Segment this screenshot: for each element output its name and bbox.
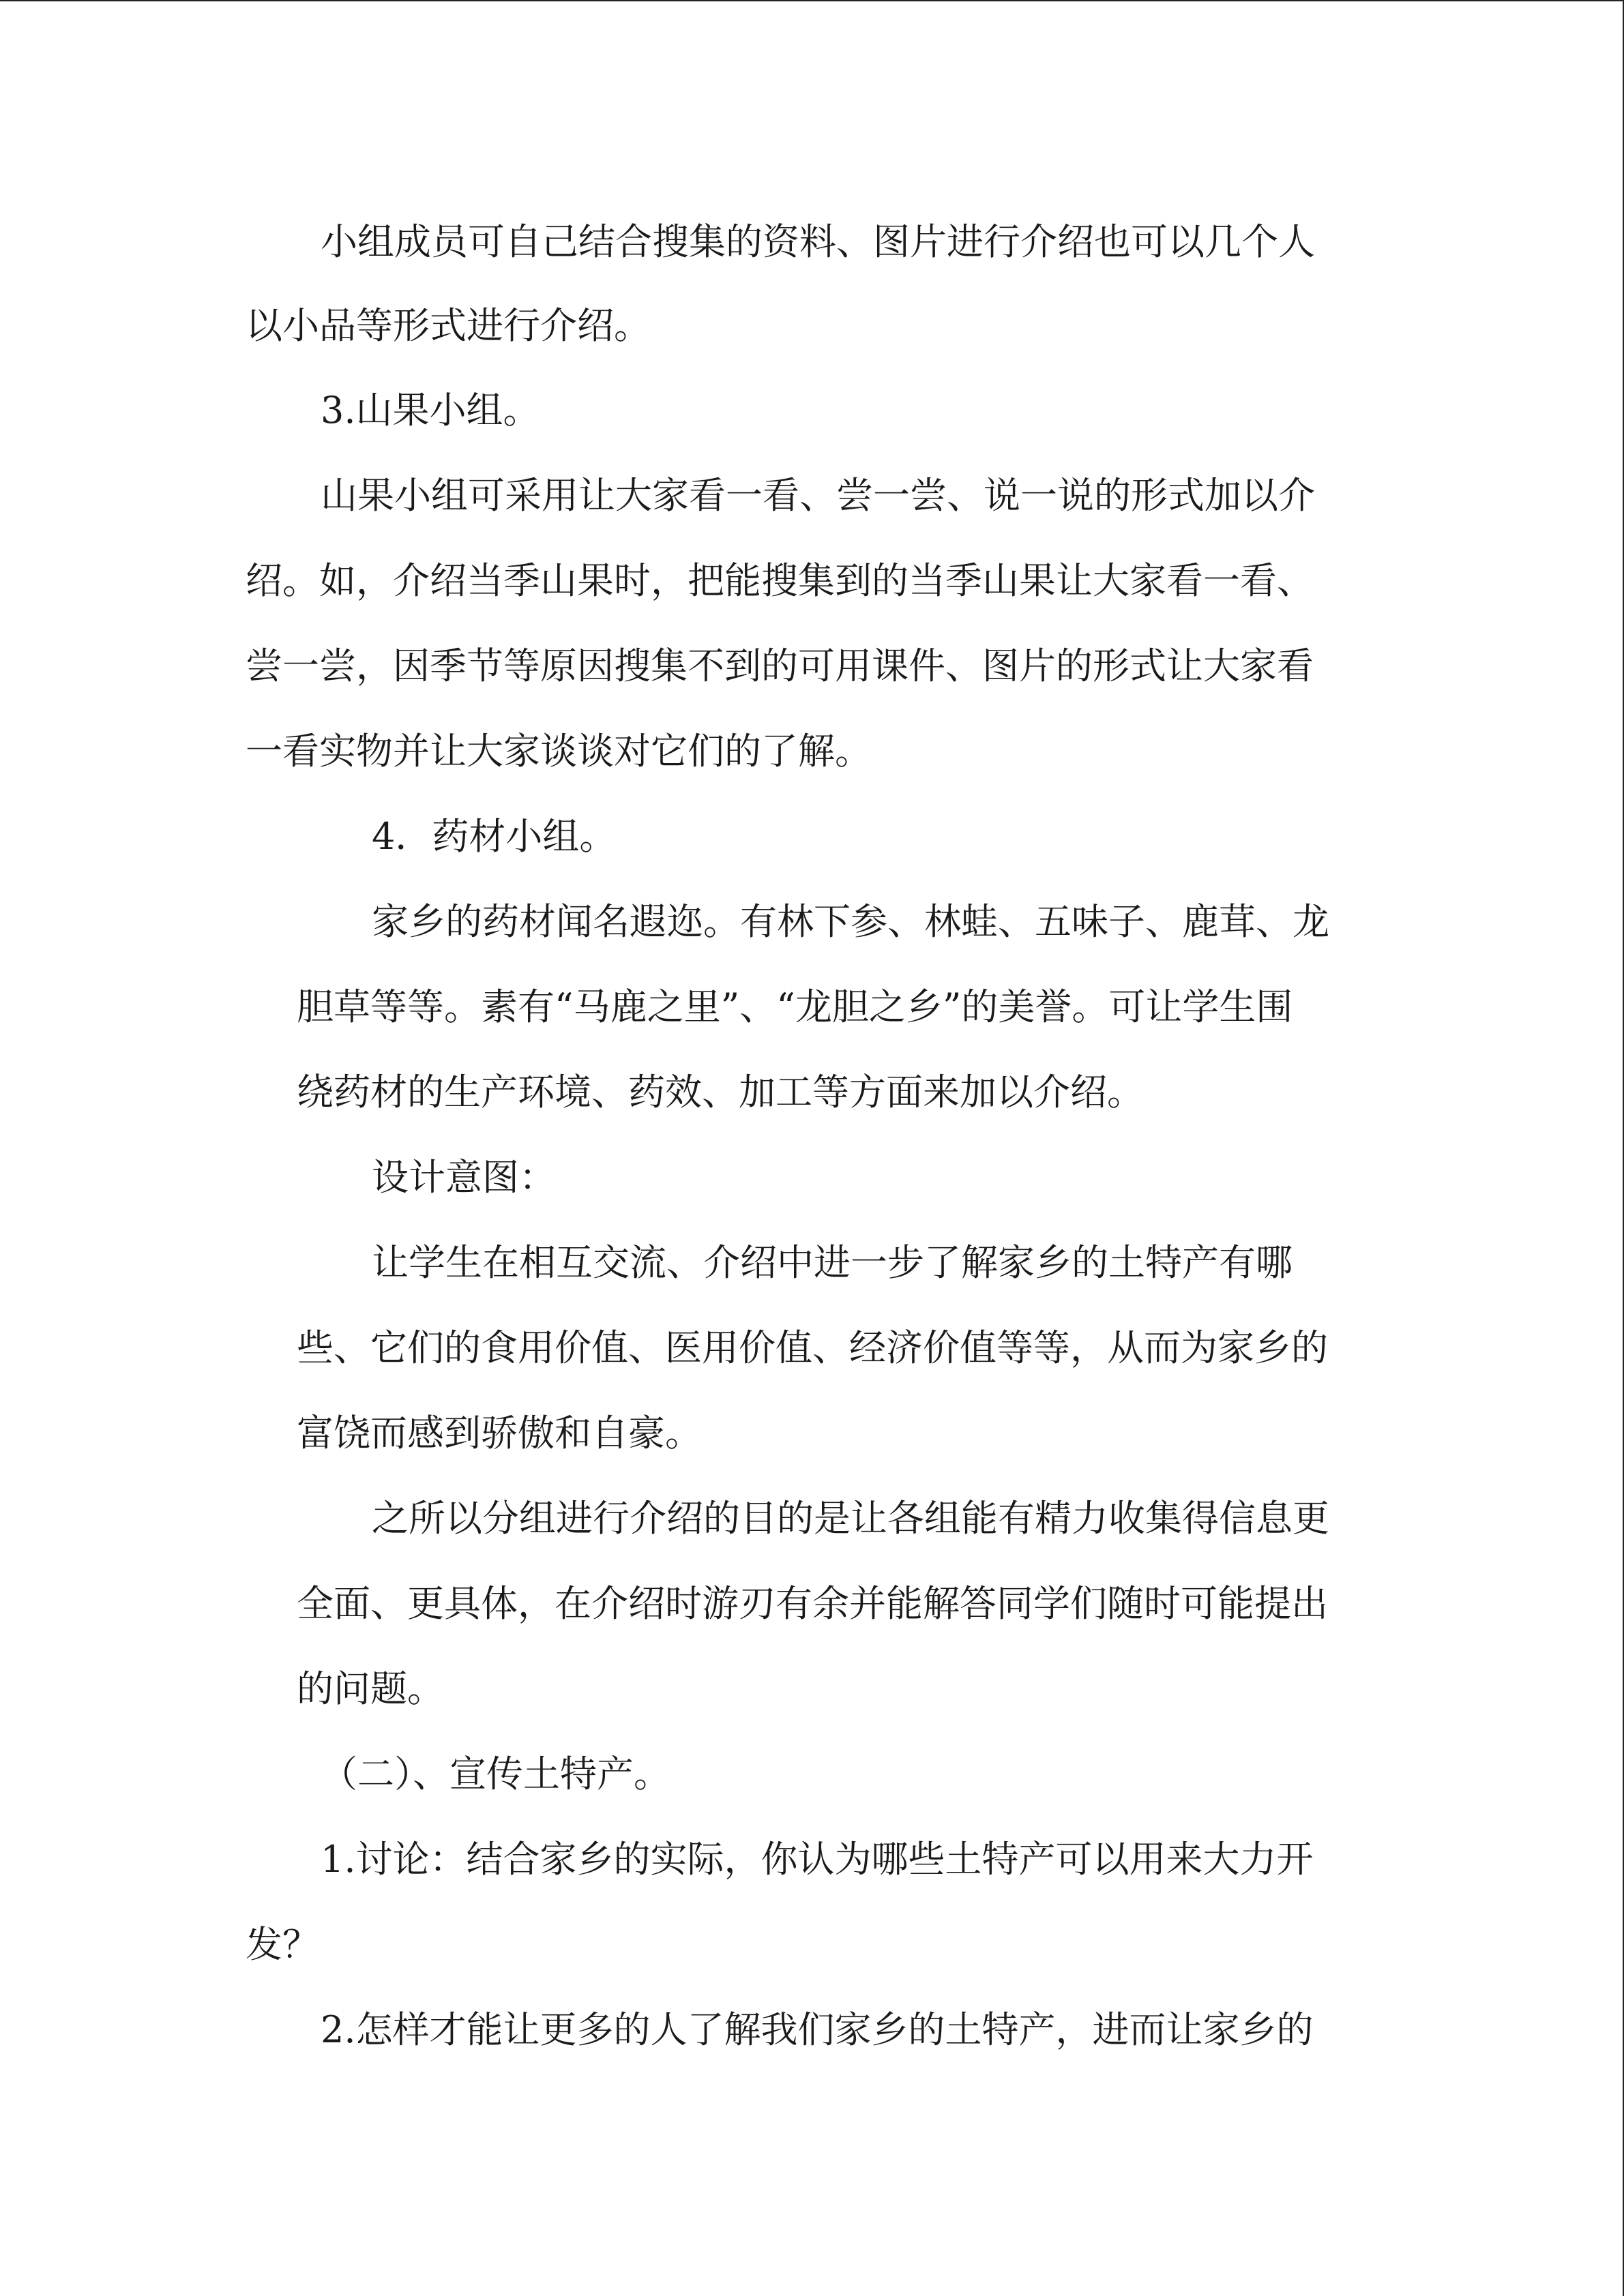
text-line: 绍。如，介绍当季山果时，把能搜集到的当季山果让大家看一看、 [246,559,1314,602]
text-line: 家乡的药材闻名遐迩。有林下参、林蛙、五味子、鹿茸、龙 [372,900,1329,943]
text-line: （二）、宣传土特产。 [321,1753,670,1795]
text-line: 1.讨论：结合家乡的实际，你认为哪些土特产可以用来大力开 [321,1838,1314,1881]
text-line: 让学生在相互交流、介绍中进一步了解家乡的土特产有哪 [372,1241,1293,1284]
text-line: 发？ [246,1923,319,1966]
text-line: 2.怎样才能让更多的人了解我们家乡的土特产，进而让家乡的 [321,2008,1314,2051]
text-line: 之所以分组进行介绍的目的是让各组能有精力收集得信息更 [372,1497,1329,1540]
text-line: 小组成员可自己结合搜集的资料、图片进行介绍也可以几个人 [321,220,1315,263]
text-line: 山果小组可采用让大家看一看、尝一尝、说一说的形式加以介 [321,474,1315,517]
text-line: 的问题。 [297,1667,444,1710]
text-line: 全面、更具体，在介绍时游刃有余并能解答同学们随时可能提出 [297,1582,1328,1625]
text-line: 4．药材小组。 [372,815,617,858]
text-line: 尝一尝，因季节等原因搜集不到的可用课件、图片的形式让大家看 [246,644,1314,687]
text-line: 胆草等等。素有“马鹿之里”、“龙胆之乡”的美誉。可让学生围 [297,985,1293,1028]
text-line: 一看实物并让大家谈谈对它们的了解。 [246,730,872,773]
text-line: 绕药材的生产环境、药效、加工等方面来加以介绍。 [297,1071,1144,1114]
text-line: 以小品等形式进行介绍。 [246,304,651,347]
text-line: 设计意图： [372,1156,556,1199]
text-line: 些、它们的食用价值、医用价值、经济价值等等，从而为家乡的 [297,1326,1328,1369]
text-line: 3.山果小组。 [321,389,540,432]
text-line: 富饶而感到骄傲和自豪。 [297,1412,702,1455]
